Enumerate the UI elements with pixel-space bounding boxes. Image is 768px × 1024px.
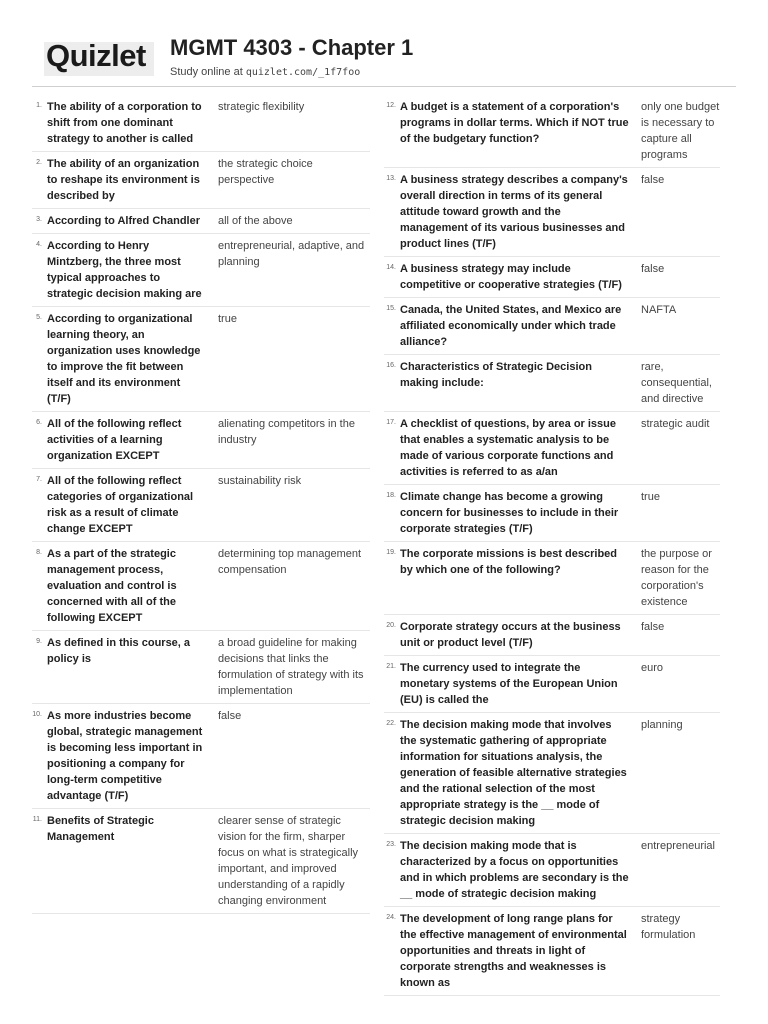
card-number: 20.	[386, 622, 396, 629]
card-definition: clearer sense of strategic vision for the firm, sharper focus on what is strategically important, and improved understanding of a rapidly changing environment	[218, 815, 359, 907]
card-number: 8.	[36, 549, 42, 556]
card-number: 9.	[36, 638, 42, 645]
card-term: A business strategy may include competitive or cooperative strategies (T/F)	[400, 263, 622, 291]
card-term: The ability of an organization to reshape its environment is described by	[47, 158, 200, 202]
flashcard-row	[32, 307, 370, 412]
flashcard-row	[384, 298, 720, 355]
study-url: quizlet.com/_1f7foo	[245, 67, 361, 78]
flashcard-row	[384, 907, 720, 996]
card-term: All of the following reflect activities of a learning organization EXCEPT	[47, 418, 182, 462]
card-definition: planning	[641, 719, 683, 731]
flashcard-row	[384, 95, 720, 168]
flashcard-row	[32, 152, 370, 209]
card-definition: the strategic choice perspective	[218, 158, 313, 186]
card-term: Canada, the United States, and Mexico are affiliated economically under which trade alliance?	[400, 304, 622, 348]
card-definition: false	[218, 710, 242, 722]
study-online-line	[170, 66, 360, 78]
card-term: The currency used to integrate the monetary systems of the European Union (EU) is called the	[400, 662, 618, 706]
card-term: As a part of the strategic management process, evaluation and control is concerned with all of the following EXCEPT	[47, 548, 177, 624]
flashcard-row	[32, 469, 370, 542]
study-online-prefix: Study online at	[170, 66, 246, 78]
flashcard-row	[384, 542, 720, 615]
card-term: A business strategy describes a company's overall direction in terms of its general attitude toward growth and the management of its various businesses and product lines (T/F)	[400, 174, 628, 250]
flashcard-row	[32, 234, 370, 307]
card-definition: a broad guideline for making decisions that links the formulation of strategy with its implementation	[218, 637, 364, 697]
card-term: A budget is a statement of a corporation's programs in dollar terms. Which if NOT true of the budgetary function?	[400, 101, 629, 145]
card-definition: only one budget is necessary to capture all programs	[641, 101, 720, 161]
card-number: 6.	[36, 419, 42, 426]
card-number: 21.	[386, 663, 396, 670]
card-term: The decision making mode that involves the systematic gathering of appropriate information for situations analysis, the generation of feasible alternative strategies and the rational selection of the most appropriate strategy is the __ mode of strategic decision making	[400, 719, 627, 827]
flashcard-row	[32, 809, 370, 914]
flashcard-row	[384, 257, 720, 298]
card-term: As defined in this course, a policy is	[47, 637, 191, 665]
card-definition: sustainability risk	[218, 475, 302, 487]
flashcard-row	[32, 209, 370, 234]
card-number: 5.	[36, 314, 42, 321]
card-number: 10.	[32, 711, 42, 718]
card-definition: true	[641, 491, 660, 503]
flashcard-row	[384, 485, 720, 542]
card-number: 16.	[386, 362, 396, 369]
flashcard-row	[384, 834, 720, 907]
quizlet-logo: Quizlet	[46, 38, 146, 73]
card-definition: all of the above	[218, 215, 293, 227]
flashcard-row	[384, 615, 720, 656]
card-definition: euro	[641, 662, 664, 674]
card-definition: rare, consequential, and directive	[641, 361, 712, 405]
flashcard-row	[32, 95, 370, 152]
card-number: 22.	[386, 720, 396, 727]
card-definition: alienating competitors in the industry	[218, 418, 355, 446]
card-term: According to organizational learning theory, an organization uses knowledge to improve the fit between itself and its environment (T/F)	[47, 313, 201, 405]
card-number: 3.	[36, 216, 42, 223]
card-number: 24.	[386, 914, 396, 921]
header-divider	[32, 86, 736, 87]
card-definition: strategic flexibility	[218, 101, 305, 113]
flashcard-row	[384, 713, 720, 834]
card-number: 2.	[36, 159, 42, 166]
card-definition: entrepreneurial	[641, 840, 715, 852]
flashcard-row	[384, 412, 720, 485]
card-term: Climate change has become a growing concern for businesses to include in their corporate strategies (T/F)	[400, 491, 619, 535]
card-number: 11.	[32, 816, 42, 823]
card-number: 23.	[386, 841, 396, 848]
card-definition: false	[641, 174, 665, 186]
card-number: 4.	[36, 241, 42, 248]
flashcard-row	[384, 355, 720, 412]
card-term: Corporate strategy occurs at the business unit or product level (T/F)	[400, 621, 621, 649]
card-definition: strategy formulation	[641, 913, 696, 941]
card-term: Benefits of Strategic Management	[47, 815, 154, 843]
page-title: MGMT 4303 - Chapter 1	[170, 35, 414, 60]
card-definition: false	[641, 263, 665, 275]
card-term: The decision making mode that is characterized by a focus on opportunities and in which problems are secondary is the __ mode of strategic decision making	[400, 840, 629, 900]
card-number: 14.	[386, 264, 396, 271]
card-definition: false	[641, 621, 665, 633]
card-term: According to Alfred Chandler	[47, 215, 200, 227]
flashcard-row	[32, 542, 370, 631]
card-number: 7.	[36, 476, 42, 483]
flashcard-row	[32, 631, 370, 704]
card-number: 18.	[386, 492, 396, 499]
card-term: The corporate missions is best described by which one of the following?	[400, 548, 618, 576]
flashcard-row	[384, 656, 720, 713]
card-term: As more industries become global, strategic management is becoming less important in positioning a company for long-term competitive advantage (T/F)	[47, 710, 203, 802]
card-number: 15.	[386, 305, 396, 312]
flashcard-row	[32, 704, 370, 809]
card-term: According to Henry Mintzberg, the three most typical approaches to strategic decision making are	[47, 240, 202, 300]
card-term: The development of long range plans for the effective management of environmental opportunities and threats in light of corporate strengths and weaknesses is known as	[400, 913, 627, 989]
right-card-column	[384, 95, 720, 996]
card-definition: strategic audit	[641, 418, 710, 430]
left-card-column	[32, 95, 370, 914]
card-number: 13.	[386, 175, 396, 182]
card-term: Characteristics of Strategic Decision making include:	[400, 361, 592, 389]
card-definition: true	[218, 313, 237, 325]
card-definition: entrepreneurial, adaptive, and planning	[218, 240, 365, 268]
card-number: 12.	[386, 102, 396, 109]
card-number: 1.	[36, 102, 42, 109]
page-header	[0, 0, 768, 88]
card-number: 17.	[386, 419, 396, 426]
card-term: All of the following reflect categories of organizational risk as a result of climate change EXCEPT	[47, 475, 194, 535]
flashcard-row	[384, 168, 720, 257]
card-definition: determining top management compensation	[218, 548, 362, 576]
flashcard-row	[32, 412, 370, 469]
card-term: A checklist of questions, by area or issue that enables a systematic analysis to be made of various corporate functions and activities is referred to as a/an	[400, 418, 616, 478]
card-term: The ability of a corporation to shift from one dominant strategy to another is called	[47, 101, 202, 145]
card-definition: the purpose or reason for the corporation's existence	[641, 548, 712, 608]
card-definition: NAFTA	[641, 304, 677, 316]
card-number: 19.	[386, 549, 396, 556]
